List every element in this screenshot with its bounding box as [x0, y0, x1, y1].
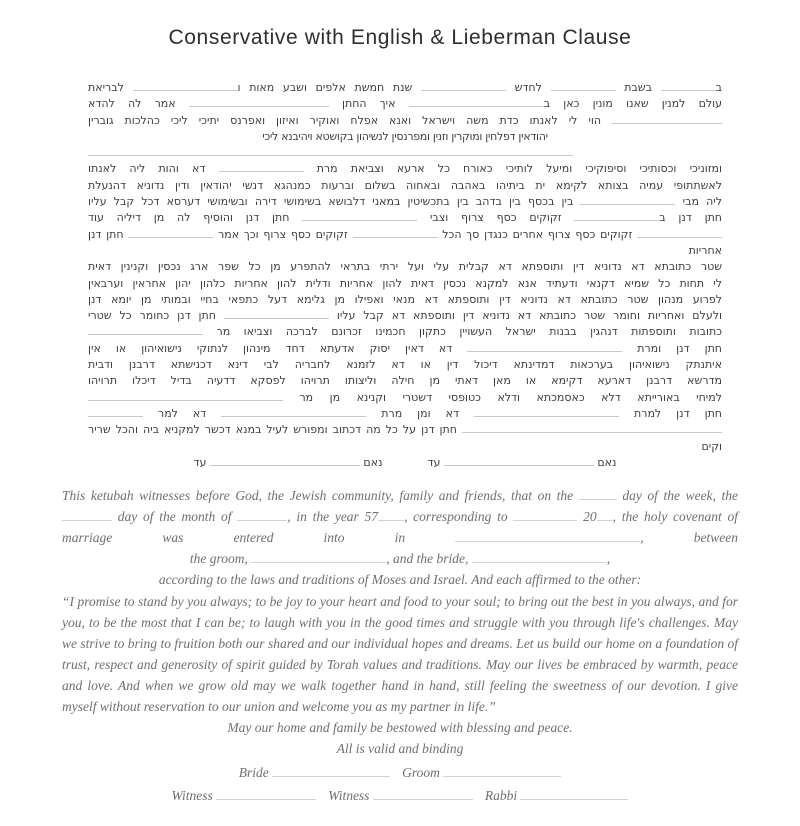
hebrew-line-kinyan3: [88, 422, 722, 455]
text-run: דא דאין יסוק אדעתא דחד מינהון לנתוקי נישואיהון או אין: [88, 341, 468, 355]
text-run: עולם למנין שאנו מונין כאן ב: [543, 97, 723, 111]
bride-groom-signature-row: [62, 761, 738, 784]
blessing-line: [62, 717, 738, 738]
hebrew-line-witnesses: [88, 455, 722, 471]
text-run: הוי לי לאנתו כדת משה וישראל ואנא אפלח ואוקיר ואיזון ואפרנס יתיכי ליכי כהלכות גוברין: [88, 113, 612, 127]
hebrew-line-total: [88, 227, 722, 260]
text-run: שטר כתובתא דא נדוניא דין ותוספתא דא קבלית עלי ועל ירתי בתראי להתפרע מן כל שפר ארג נכסין וקנינין דאית: [88, 260, 722, 274]
text-run: May our home and family be bestowed with blessing and peace.: [227, 720, 573, 736]
fill-in-blank[interactable]: [455, 529, 640, 542]
text-run: the groom,: [189, 551, 252, 567]
text-run: חתן דנן כחומר כל שטרי: [88, 309, 224, 323]
fill-in-blank[interactable]: [472, 550, 607, 563]
fill-in-blank[interactable]: [224, 308, 329, 319]
text-run: דא ומן מרת: [366, 406, 475, 420]
text-run: All is valid and binding: [336, 741, 464, 757]
text-run: ולעלם ואחריות וחומר שטר כתובתא דא נדוניא דין ותוספתא דא קבל עליו: [328, 309, 722, 323]
fill-in-blank[interactable]: [373, 787, 473, 800]
fill-in-blank[interactable]: [88, 324, 203, 335]
fill-in-blank[interactable]: [378, 508, 404, 521]
hebrew-line-surety1: [88, 259, 722, 275]
signature-block: [62, 761, 738, 807]
text-run: ליה מבי: [675, 195, 722, 209]
ketubah-page: [0, 26, 800, 807]
text-run: day of the week, the: [616, 488, 738, 504]
text-run: לאשתתופי עמיה בצותא לקימא ית ביתיהו באהבה ובאחוה בשלום וברעות כמנהגא דנשי יהודאין ודין נדוניא דהנעלת: [88, 178, 722, 192]
fill-in-blank[interactable]: [574, 210, 659, 221]
text-run: “I promise to stand by you always; to be joy to your heart and food to your soul; to bring out the best in you always, and for you, to be the most that I can be; to laugh with you in the good times and struggle with you through life's challenges. May we strive to bring to fruition both our shared and our individual hopes and dreams. Let us build our home on a foundation of trust, respect and generosity of spirit guided by Torah values and traditions. May our lives be embraced by warmth, peace and love. And when we grow old may we walk together hand in hand, still feeling the sweetness of our devotion. I give myself without reservation to our union and welcome you as my partner in life.”: [62, 594, 738, 715]
text-run: ב: [715, 81, 722, 94]
text-run: לחדש: [505, 81, 551, 94]
hebrew-line-lieberman2: [88, 357, 722, 373]
text-run: Witness: [328, 788, 373, 804]
fill-in-blank[interactable]: [444, 455, 594, 466]
text-run: דא והות ליה לאנתו: [88, 162, 219, 176]
fill-in-blank[interactable]: [88, 406, 143, 417]
fill-in-blank[interactable]: [597, 508, 613, 521]
fill-in-blank[interactable]: [474, 406, 619, 417]
fill-in-blank[interactable]: [409, 96, 544, 107]
text-run: בין בכסף בין בדהב בין בתכשיטין במאני דלבושא בשימושי דירה ובשימושי דערסא דכל קבל עליו: [88, 195, 581, 209]
text-run: , corresponding to: [404, 509, 514, 525]
hebrew-line-zekukim: [88, 210, 722, 226]
text-run: נאם: [359, 455, 383, 469]
text-run: Rabbi: [484, 788, 521, 804]
text-run: ,: [606, 551, 611, 567]
text-run: חתן דנן אחריות: [88, 227, 722, 257]
text-run: day of the month of: [112, 509, 238, 525]
fill-in-blank[interactable]: [467, 341, 622, 352]
text-run: , between: [640, 530, 738, 546]
fill-in-blank[interactable]: [661, 80, 716, 91]
fill-in-blank[interactable]: [221, 406, 366, 417]
text-run: חתן דנן על כל מה דכתוב ומפורש לעיל במנא דכשר למקניא ביה והכל שריר וקים: [88, 423, 722, 453]
witness-rabbi-signature-row: [62, 784, 738, 807]
english-text-block: [62, 485, 738, 759]
fill-in-blank[interactable]: [88, 390, 283, 401]
according-line: [62, 569, 738, 590]
text-run: ומזוניכי וכסותיכי וסיפוקיכי ומיעל לותיכי כאורח כל ארעא וצביאת מרת: [303, 162, 723, 176]
hebrew-line-lieberman3: [88, 373, 722, 389]
text-run: חתן דנן ב: [659, 211, 722, 225]
text-run: מדרשא דרבנן דארעא דקימא או מאן דאתי מן חילה וליצותו תרויהו לפסקא דדעיה בדיל דיכלו תרויהו: [88, 374, 722, 388]
fill-in-blank[interactable]: [353, 227, 438, 238]
spacer: [383, 465, 428, 466]
text-run: Groom: [402, 765, 444, 781]
text-run: חתן דנן והוסיף לה מן דיליה עוד: [88, 211, 303, 225]
text-run: שנת חמשת אלפים ושבע מאות ו: [237, 81, 421, 94]
hebrew-line-custom: [88, 324, 722, 340]
hebrew-line-kinyan2: [88, 406, 722, 422]
hebrew-line-bride: [88, 113, 722, 129]
text-run: , and the bride,: [386, 551, 472, 567]
vow-paragraph: [62, 591, 738, 717]
fill-in-blank[interactable]: [210, 455, 360, 466]
text-run: This ketubah witnesses before God, the Jewish community, family and friends, that on the: [62, 488, 579, 504]
fill-in-blank[interactable]: [219, 161, 304, 172]
fill-in-blank[interactable]: [133, 80, 238, 91]
fill-in-blank[interactable]: [520, 787, 628, 800]
fill-in-blank[interactable]: [88, 145, 573, 156]
text-run: Bride: [238, 765, 273, 781]
text-run: איך החתן: [328, 97, 409, 111]
text-run: למיחי באורייתא דלא כאסמכתא ודלא כטופסי דשטרי וקנינא מן מר: [283, 390, 722, 404]
text-run: עד: [193, 455, 210, 469]
fill-in-blank[interactable]: [251, 550, 386, 563]
fill-in-blank[interactable]: [513, 508, 577, 521]
english-intro-paragraph: [62, 485, 738, 548]
fill-in-blank[interactable]: [189, 96, 329, 107]
hebrew-line-surety2: [88, 276, 722, 292]
hebrew-line-partnership: [88, 178, 722, 194]
groom-bride-line: [62, 548, 738, 569]
fill-in-blank[interactable]: [551, 80, 616, 91]
fill-in-blank[interactable]: [580, 194, 675, 205]
fill-in-blank[interactable]: [637, 227, 722, 238]
hebrew-line-dowry: [88, 194, 722, 210]
hebrew-line-kinyan1: [88, 390, 722, 406]
hebrew-line-consent: [88, 161, 722, 177]
fill-in-blank[interactable]: [302, 210, 417, 221]
hebrew-line-date: [88, 80, 722, 96]
page-title: Conservative with English & Lieberman Clause: [168, 26, 632, 49]
text-run: לי תחות כל שמיא דקנאי ודעתיד אנא למקנא נכסין דאית להון אחריות ודלית להון אחריות כלהון יהון אחראין וערבאין: [88, 276, 722, 290]
text-run: לפרוע מנהון שטר כתובתא דא נדוניא דין ותוספתא דא מנאי ואפילו מן גלימא דעל כתפאי בחיי ובמותי מן יומא דנן: [88, 292, 722, 306]
fill-in-blank[interactable]: [421, 80, 506, 91]
text-run: זקוקים כסף צרוף וכך אמר: [213, 227, 353, 241]
text-run: איתנתק נישואיהון בערכאות דמדינתא דיכול דין או דא לזמנא לחבריה לבי דינא דכנישתא דרבנן ודבית: [88, 358, 722, 372]
text-run: זקוקים כסף צרוף אחרים כנגדן סך הכל: [437, 227, 638, 241]
text-run: Witness: [171, 788, 217, 804]
fill-in-blank[interactable]: [237, 508, 287, 521]
text-run: חתן דנן למרת: [619, 406, 722, 420]
text-run: יהודאין דפלחין ומוקרין וזנין ומפרנסין לנשיהון בקושטא ויהיבנא ליכי: [262, 129, 548, 143]
fill-in-blank[interactable]: [612, 113, 722, 124]
text-run: לבריאת: [88, 81, 133, 94]
text-run: בשבת: [615, 81, 661, 94]
fill-in-blank[interactable]: [443, 764, 561, 777]
text-run: חתן דנן ומרת: [622, 341, 722, 355]
valid-line: [62, 738, 738, 759]
text-run: עד: [427, 455, 444, 469]
text-run: דא למר: [143, 406, 222, 420]
hebrew-line-support: [88, 129, 722, 145]
text-run: , in the year 57: [287, 509, 379, 525]
spacer: [390, 776, 402, 777]
fill-in-blank[interactable]: [579, 487, 617, 500]
hebrew-line-mohar-blank: [88, 145, 722, 161]
text-run: , the holy covenant of marriage was entered into in: [62, 509, 738, 546]
hebrew-line-place-groom: [88, 96, 722, 112]
fill-in-blank[interactable]: [62, 508, 112, 521]
fill-in-blank[interactable]: [272, 764, 390, 777]
text-run: אמר לה להדא: [88, 97, 189, 111]
hebrew-line-lieberman1: [88, 341, 722, 357]
hebrew-line-surety3: [88, 292, 722, 308]
text-run: 20: [577, 509, 597, 525]
hebrew-text-block: [88, 80, 722, 471]
text-run: נאם: [593, 455, 617, 469]
text-run: according to the laws and traditions of Moses and Israel. And each affirmed to the other:: [158, 572, 642, 588]
fill-in-blank[interactable]: [216, 787, 316, 800]
text-run: זקוקים כסף צרוף וצבי: [417, 211, 575, 225]
hebrew-line-surety4: [88, 308, 722, 324]
fill-in-blank[interactable]: [462, 422, 722, 433]
fill-in-blank[interactable]: [128, 227, 213, 238]
text-run: כתובות ותוספתות דנהגין בבנות ישראל העשויין כתקון חכמינו זכרונם לברכה וצביאו מר: [203, 325, 722, 339]
